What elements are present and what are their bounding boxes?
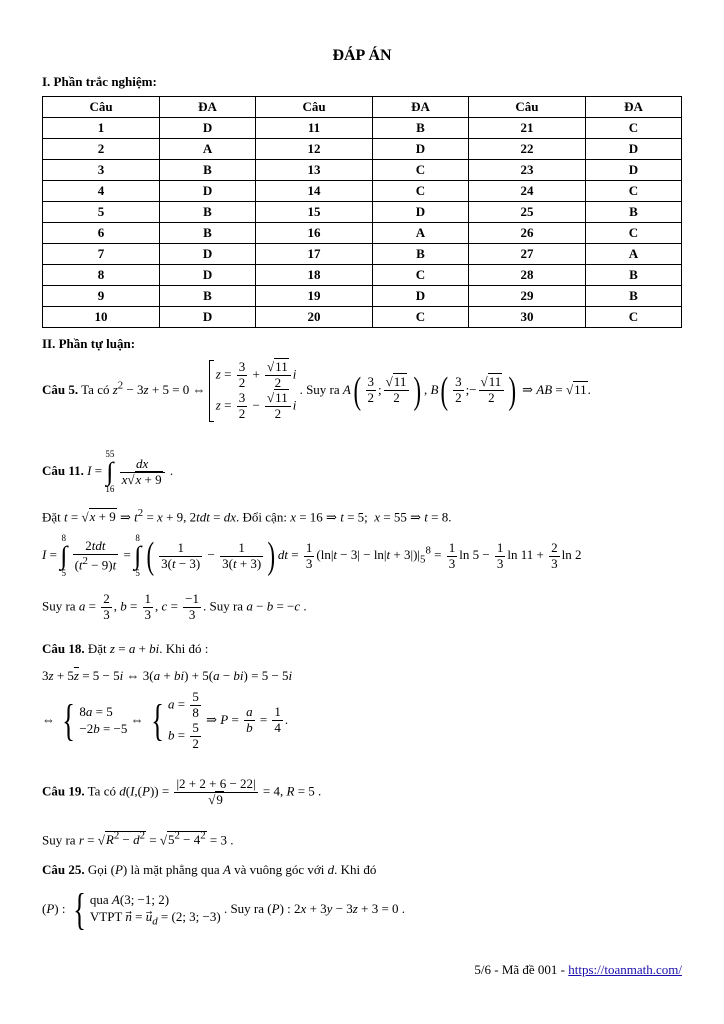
- q11-dat: Đặt: [42, 509, 61, 525]
- q18-intro: Câu 18. Đặt z = a + bi. Khi đó :: [42, 641, 209, 656]
- question-number-cell: 29: [468, 286, 585, 307]
- answer-cell: D: [373, 202, 469, 223]
- q25-vtpt: VTPT: [89, 908, 123, 924]
- answer-cell: B: [160, 160, 256, 181]
- q5-solution: Câu 5. Ta có $z^2 - 3z + 5 = 0$ ⇔ z = $\frac{3}{2}$ + $\frac{√11}{2}$ i z = $\frac{3}{2}$ − $\frac{√11}{2}$ i . Suy ra A( $\frac{3}{2}$ ; $\frac{√11}{2}$ ) , B( $\frac{3}{2}$ ;− $\frac{√11}{2}$ ) ⇒ AB = √11.: [42, 359, 591, 421]
- q25-qua: qua: [89, 891, 109, 907]
- question-number-cell: 17: [255, 244, 372, 265]
- question-number-cell: 15: [255, 202, 372, 223]
- answer-cell: C: [586, 223, 682, 244]
- question-number-cell: 3: [43, 160, 160, 181]
- answer-row: [43, 307, 682, 328]
- answer-cell: D: [160, 244, 256, 265]
- question-number-cell: 22: [468, 139, 585, 160]
- question-number-cell: 30: [468, 307, 585, 328]
- answer-cell: A: [160, 139, 256, 160]
- q25-label: Câu 25.: [42, 862, 85, 877]
- answer-row: [43, 223, 682, 244]
- q25-intro: Câu 25. Gọi (P) là mặt phẳng qua A và vuông góc với d. Khi đó: [42, 862, 377, 877]
- header-da: ĐA: [586, 97, 682, 118]
- q25-text2: và vuông góc với: [234, 862, 325, 877]
- question-number-cell: 14: [255, 181, 372, 202]
- answer-row: [43, 202, 682, 223]
- header-da: ĐA: [373, 97, 469, 118]
- footer-link[interactable]: https://toanmath.com/: [568, 962, 682, 977]
- question-number-cell: 4: [43, 181, 160, 202]
- answer-cell: D: [160, 118, 256, 139]
- q18-label: Câu 18.: [42, 641, 85, 656]
- answer-cell: D: [373, 139, 469, 160]
- question-number-cell: 24: [468, 181, 585, 202]
- answer-row: [43, 181, 682, 202]
- question-number-cell: 28: [468, 265, 585, 286]
- question-number-cell: 1: [43, 118, 160, 139]
- question-number-cell: 13: [255, 160, 372, 181]
- answer-cell: B: [160, 286, 256, 307]
- question-number-cell: 27: [468, 244, 585, 265]
- q25-suyra: . Suy ra: [223, 900, 265, 916]
- answer-cell: B: [160, 202, 256, 223]
- q19-label: Câu 19.: [42, 783, 85, 799]
- q19-distance: Câu 19. Ta có d(I,(P)) = $\frac{|2 + 2 + 6 - 22|}{√9}$ = 4, R = 5 .: [42, 776, 322, 807]
- question-number-cell: 9: [43, 286, 160, 307]
- question-number-cell: 26: [468, 223, 585, 244]
- question-number-cell: 2: [43, 139, 160, 160]
- q18-dat: Đặt: [87, 641, 107, 656]
- question-number-cell: 20: [255, 307, 372, 328]
- answer-table: [42, 96, 682, 328]
- header-cau: Câu: [255, 97, 372, 118]
- answer-table-header: [43, 97, 682, 118]
- answer-cell: A: [373, 223, 469, 244]
- q11-suyra: Suy ra: [42, 598, 76, 614]
- question-number-cell: 18: [255, 265, 372, 286]
- q18-system: ⇔ { 8a = 5 −2b = −5 ⇔ { a = $\frac{5}{8}$ b = $\frac{5}{2}$ ⇒ P = $\frac{a}{b}$ = $\frac{1}{4}$ .: [42, 689, 289, 751]
- q19-radius: Suy ra $r = √R^2 - d^2 = √5^2 - 4^2 = 3$ .: [42, 830, 234, 848]
- answer-cell: B: [586, 286, 682, 307]
- answer-cell: D: [586, 160, 682, 181]
- question-number-cell: 16: [255, 223, 372, 244]
- answer-row: [43, 118, 682, 139]
- header-da: ĐA: [160, 97, 256, 118]
- answer-cell: C: [586, 307, 682, 328]
- answer-row: [43, 160, 682, 181]
- answer-cell: B: [373, 244, 469, 265]
- question-number-cell: 7: [43, 244, 160, 265]
- q25-plane: (P) : { qua A(3; −1; 2) VTPT n⃗ = $u_d = (2$; 3; −3) . Suy ra (P) : 2x + 3y − 3z + 3 = 0 .: [42, 885, 406, 934]
- section-essay-heading: II. Phần tự luận:: [42, 336, 136, 351]
- q11-substitution: Đặt t = √x + 9 ⇒ $t^2 = x + 9$, 2tdt = dx. Đổi cận: x = 16 ⇒ t = 5; x = 55 ⇒ t = 8.: [42, 507, 452, 525]
- q18-equation: $3z + 5\overline{z} = 5 - 5i$ ⇔ 3(a + bi) + 5(a − bi) = 5 − 5i: [42, 668, 293, 683]
- q11-result: Suy ra a = $\frac{2}{3}$ , b = $\frac{1}{3}$ , c = $\frac{-1}{3}$ . Suy ra a − b = −c .: [42, 591, 307, 622]
- answer-cell: D: [160, 265, 256, 286]
- answer-cell: A: [586, 244, 682, 265]
- question-number-cell: 5: [43, 202, 160, 223]
- q25-text: là mặt phẳng qua: [130, 862, 220, 877]
- question-number-cell: 25: [468, 202, 585, 223]
- question-number-cell: 6: [43, 223, 160, 244]
- q11-computation: I = 8 ∫ 5 $\frac{\text{2tdt}}{(t^2 - 9)t}$ = 8 ∫ 5 ( $\frac{1}{3(t - 3)}$ − $\frac{1}{3(t + 3)}$ ) dt = $\frac{1}{3}$ $(\ln|t - 3| - \ln|t + 3|)|_5^8$ = $\frac{1}{3}$ ln 5 − $\frac{1}{3}$ ln 11 + $\frac{2}{3}$ ln 2: [42, 533, 582, 578]
- question-number-cell: 12: [255, 139, 372, 160]
- question-number-cell: 10: [43, 307, 160, 328]
- question-number-cell: 21: [468, 118, 585, 139]
- answer-cell: C: [373, 307, 469, 328]
- answer-cell: D: [160, 307, 256, 328]
- question-number-cell: 19: [255, 286, 372, 307]
- answer-row: [43, 244, 682, 265]
- answer-row: [43, 265, 682, 286]
- question-number-cell: 11: [255, 118, 372, 139]
- q5-label: Câu 5.: [42, 381, 79, 397]
- answer-row: [43, 139, 682, 160]
- answer-cell: D: [373, 286, 469, 307]
- q25-lead: Gọi: [87, 862, 108, 877]
- q11-bounds-text: . Đổi cận:: [236, 509, 287, 525]
- answer-cell: B: [586, 265, 682, 286]
- page-title: ĐÁP ÁN: [332, 47, 392, 64]
- answer-cell: C: [373, 265, 469, 286]
- question-number-cell: 23: [468, 160, 585, 181]
- header-cau: Câu: [468, 97, 585, 118]
- q18-khido: . Khi đó :: [159, 641, 209, 656]
- footer-text: 5/6 - Mã đề 001 -: [474, 962, 569, 977]
- answer-cell: B: [373, 118, 469, 139]
- header-cau: Câu: [43, 97, 160, 118]
- answer-cell: D: [586, 139, 682, 160]
- q11-integral: Câu 11. I = 55 ∫ 16 $\frac{dx}{x√x + 9}$ .: [42, 449, 174, 494]
- section-multiple-choice-heading: I. Phần trắc nghiệm:: [42, 74, 157, 89]
- answer-cell: B: [586, 202, 682, 223]
- q11-suyra2: . Suy ra: [203, 598, 244, 614]
- answer-cell: D: [160, 181, 256, 202]
- answer-cell: C: [586, 181, 682, 202]
- q19-lead: Ta có: [87, 783, 116, 799]
- q19-suyra: Suy ra: [42, 832, 76, 848]
- q11-label: Câu 11.: [42, 462, 84, 478]
- q25-text3: . Khi đó: [334, 862, 377, 877]
- question-number-cell: 8: [43, 265, 160, 286]
- answer-cell: C: [373, 160, 469, 181]
- answer-row: [43, 286, 682, 307]
- q5-lead: Ta có: [81, 381, 110, 397]
- answer-cell: C: [586, 118, 682, 139]
- answer-cell: B: [160, 223, 256, 244]
- page-footer: [474, 962, 682, 978]
- q5-conclusion-text: . Suy ra: [299, 381, 340, 397]
- q5-roots: z = $\frac{3}{2}$ + $\frac{√11}{2}$ i z = $\frac{3}{2}$ − $\frac{√11}{2}$ i: [209, 360, 297, 422]
- answer-cell: C: [373, 181, 469, 202]
